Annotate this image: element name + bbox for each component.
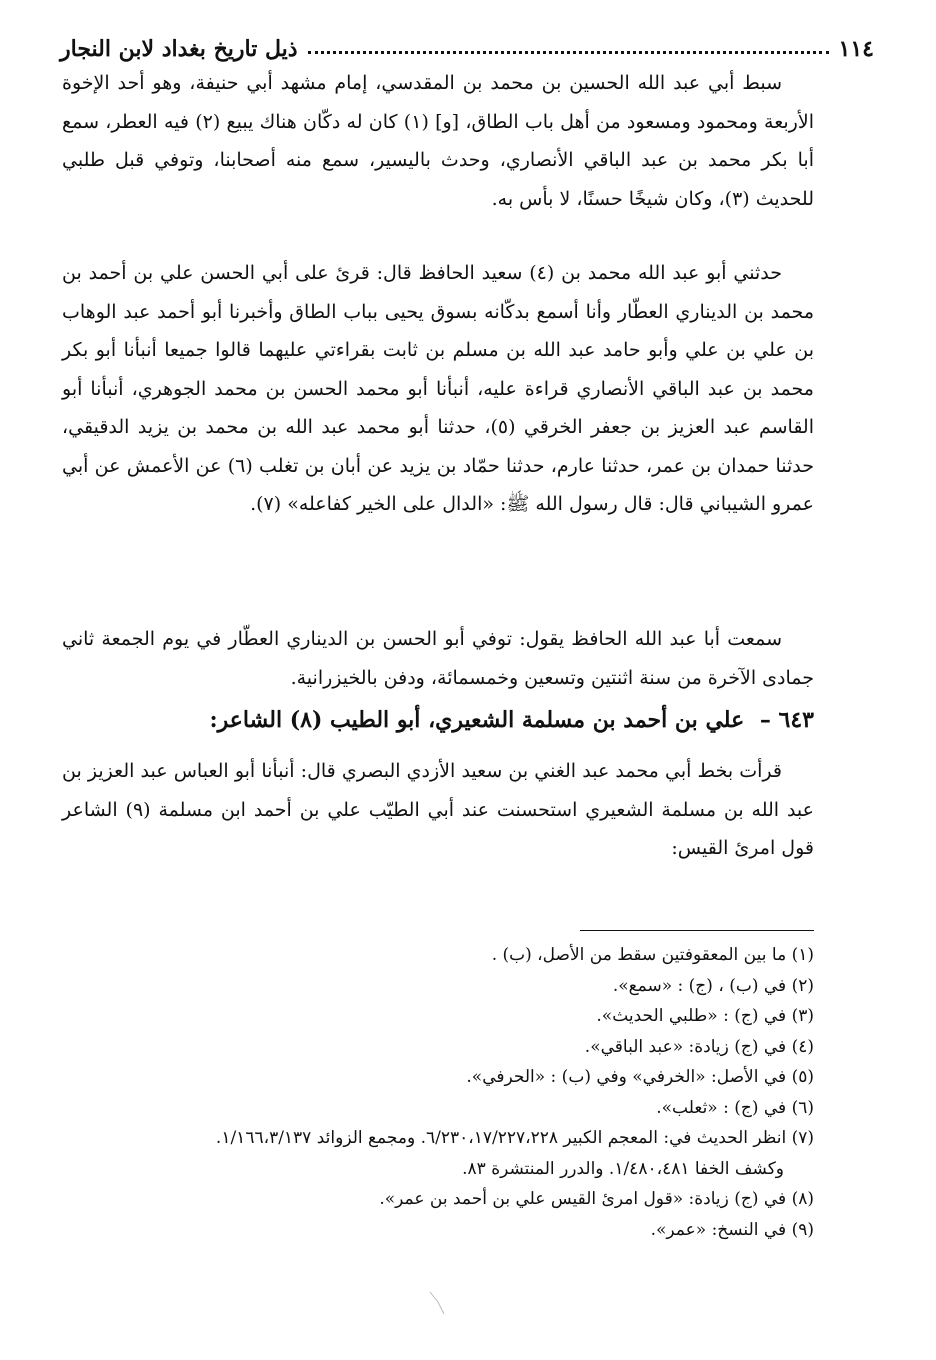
paragraph-3 (62, 620, 814, 697)
footnote-3: (٣) في (ج) : «طلبي الحديث». (596, 1006, 814, 1026)
paragraph-text: حدثني أبو عبد الله محمد بن (٤) سعيد الحافظ قال: قرئ على أبي الحسن علي بن أحمد بن محمد بن الديناري العطّار وأنا أسمع بدكّانه بسوق يحيى بباب الطاق وأخبرنا أبو أحمد عبد الوهاب بن علي بن علي وأبو حامد عبد الله بن مسلم بن ثابت بقراءتي عليهما قالوا جميعا أنبأنا أبو بكر محمد بن عبد الباقي الأنصاري قراءة عليه، أنبأنا أبو محمد الحسن بن محمد الجوهري، أنبأنا أبو القاسم عبد العزيز بن جعفر الخرقي (٥)، حدثنا أبو محمد عبد الله بن محمد بن يزيد الدقيقي، حدثنا حمدان بن عمر، حدثنا عارم، حدثنا حمّاد بن يزيد عن أبان بن تغلب (٦) عن الأعمش عن أبي عمرو الشيباني قال: قال رسول الله ﷺ: «الدال على الخير كفاعله» (٧). (62, 262, 815, 515)
footnote-separator (580, 930, 814, 931)
dotted-leader (308, 51, 829, 54)
paragraph-text: سمعت أبا عبد الله الحافظ يقول: توفي أبو الحسن بن الديناري العطّار في يوم الجمعة ثاني جمادى الآخرة من سنة اثنتين وتسعين وخمسمائة، ودفن بالخيزرانية. (62, 628, 814, 689)
footnote-5: (٥) في الأصل: «الخرفي» وفي (ب) : «الحرفي». (466, 1067, 814, 1087)
footnotes (62, 940, 814, 1245)
entry-title: علي بن أحمد بن مسلمة الشعيري، أبو الطيب (٨) الشاعر: (209, 707, 745, 733)
paragraph-text: سبط أبي عبد الله الحسين بن محمد بن المقدسي، إمام مشهد أبي حنيفة، وهو أحد الإخوة الأربعة ومحمود ومسعود من أهل باب الطاق، [و] (١) كان له دكّان هناك يبيع (٢) فيه العطر، سمع أبا بكر محمد بن عبد الباقي الأنصاري، وحدث باليسير، سمع منه أصحابنا، وتوفي قبل طلبي للحديث (٣)، وكان شيخًا حسنًا، لا بأس به. (62, 72, 814, 210)
paragraph-text: قرأت بخط أبي محمد عبد الغني بن سعيد الأزدي البصري قال: أنبأنا أبو العباس عبد العزيز بن عبد الله بن مسلمة الشعيري استحسنت عند أبي الطيّب علي بن أحمد ابن مسلمة (٩) الشاعر قول امرئ القيس: (62, 760, 814, 859)
footnote-1: (١) ما بين المعقوفتين سقط من الأصل، (ب) . (491, 945, 814, 965)
footnote-2: (٢) في (ب) ، (ج) : «سمع». (612, 975, 814, 996)
footnote-8: (٨) في (ج) زيادة: «قول امرئ القيس علي بن أحمد بن عمر». (379, 1189, 814, 1209)
running-header (60, 26, 874, 62)
footnote-4: (٤) في (ج) زيادة: «عبد الباقي». (584, 1036, 814, 1057)
running-title: ذيل تاريخ بغداد لابن النجار (60, 36, 298, 62)
paragraph-2 (62, 254, 814, 524)
paragraph-4 (62, 752, 814, 868)
page-number: ١١٤ (838, 36, 874, 62)
paragraph-1 (62, 64, 814, 218)
entry-heading (62, 700, 814, 740)
scan-mark (428, 1290, 448, 1316)
footnote-9: (٩) في النسخ: «عمر». (650, 1219, 814, 1240)
footnote-7-continuation: وكشف الخفا ١/٤٨٠،٤٨١. والدرر المنتشرة ٨٣. (462, 1158, 784, 1179)
footnote-7: (٧) انظر الحديث في: المعجم الكبير ٦/٢٣٠،١٧/٢٢٧،٢٢٨. ومجمع الزوائد ١/١٦٦،٣/١٣٧. (215, 1128, 814, 1148)
footnote-6: (٦) في (ج) : «ثعلب». (656, 1097, 814, 1118)
entry-number: ٦٤٣ – (759, 707, 814, 733)
